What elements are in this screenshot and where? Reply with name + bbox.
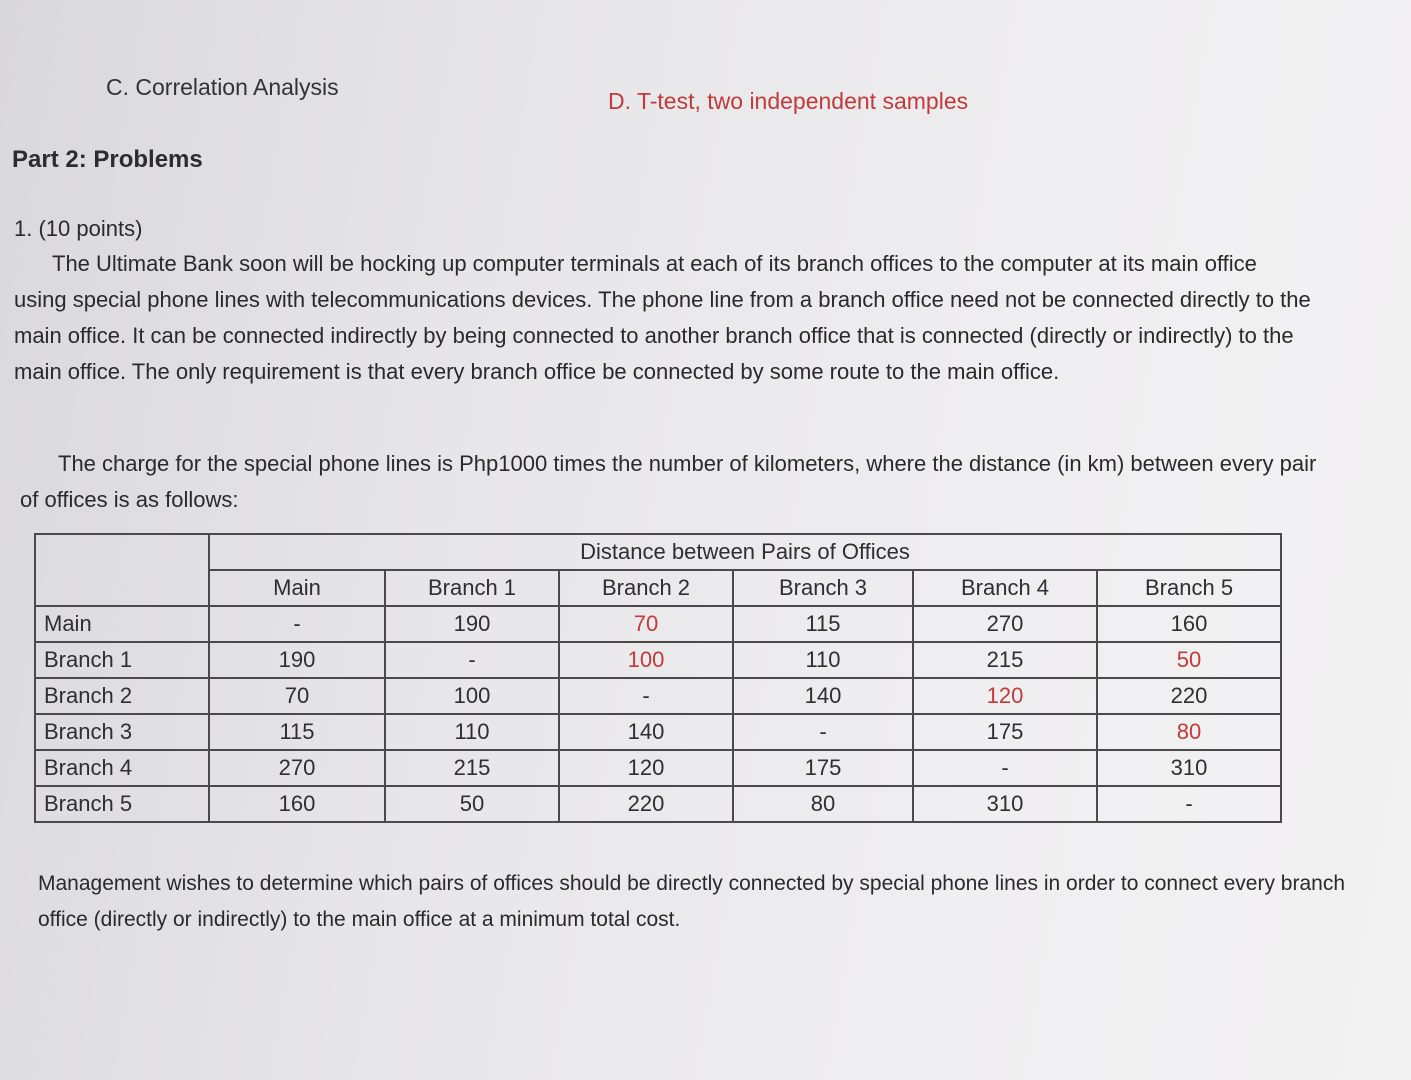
part-title: Part 2: Problems [12,146,203,173]
table-cell: - [1097,786,1281,822]
column-header-branch-5: Branch 5 [1097,570,1281,606]
row-header-branch-5: Branch 5 [35,786,209,822]
table-row [35,714,1281,750]
table-row [35,642,1281,678]
table-cell-highlighted: 70 [559,606,733,642]
row-header-branch-1: Branch 1 [35,642,209,678]
table-cell: 220 [559,786,733,822]
choice-c: C. Correlation Analysis [106,74,339,100]
table-cell: 50 [385,786,559,822]
problem-paragraph-3: Management wishes to determine which pairs of offices should be directly connected by special phone lines in order to connect every branch office (directly or indirectly) to the main office at a minimum total cost. [38,872,1346,931]
table-cell: 175 [733,750,913,786]
table-cell: 270 [913,606,1097,642]
table-cell: 310 [913,786,1097,822]
row-header-main: Main [35,606,209,642]
table-cell: 215 [913,642,1097,678]
table-cell: 115 [209,714,385,750]
column-header-branch-3: Branch 3 [733,570,913,606]
choice-d: D. T-test, two independent samples [608,88,969,114]
table-cell: 110 [733,642,913,678]
problem-number: 1. (10 points) [14,216,143,241]
table-cell: 160 [1097,606,1281,642]
column-header-main: Main [209,570,385,606]
table-cell-highlighted: 50 [1097,642,1281,678]
table-cell: 220 [1097,678,1281,714]
row-header-branch-2: Branch 2 [35,678,209,714]
column-header-branch-1: Branch 1 [385,570,559,606]
table-cell: 215 [385,750,559,786]
table-cell: - [209,606,385,642]
table-group-header: Distance between Pairs of Offices [209,534,1281,570]
table-row [35,786,1281,822]
table-cell: 140 [559,714,733,750]
table-row [35,606,1281,642]
table-cell: - [559,678,733,714]
table-cell: - [733,714,913,750]
row-header-branch-3: Branch 3 [35,714,209,750]
table-cell-highlighted: 100 [559,642,733,678]
table-cell: 80 [733,786,913,822]
problem-paragraph-2: The charge for the special phone lines is Php1000 times the number of kilometers, where the distance (in km) between every pair of offices is as follows: [20,451,1317,512]
table-cell: 190 [209,642,385,678]
distance-table [34,533,1282,823]
table-cell: - [913,750,1097,786]
table-row [35,750,1281,786]
column-header-branch-2: Branch 2 [559,570,733,606]
table-cell: 175 [913,714,1097,750]
row-header-branch-4: Branch 4 [35,750,209,786]
table-cell: 270 [209,750,385,786]
table-cell-highlighted: 80 [1097,714,1281,750]
table-cell: 190 [385,606,559,642]
table-cell: 115 [733,606,913,642]
table-cell: 140 [733,678,913,714]
table-cell: 70 [209,678,385,714]
table-cell: 160 [209,786,385,822]
table-row [35,678,1281,714]
problem-paragraph-1: The Ultimate Bank soon will be hocking up computer terminals at each of its branch offices to the computer at its main office using special phone lines with telecommunications devices. The phone line from a branch office need not be connected directly to the main office. It can be connected indirectly by being connected to another branch office that is connected (directly or indirectly) to the main office. The only requirement is that every branch office be connected by some route to the main office. [14,251,1311,384]
table-cell-highlighted: 120 [913,678,1097,714]
table-cell: 110 [385,714,559,750]
table-cell: 310 [1097,750,1281,786]
column-header-branch-4: Branch 4 [913,570,1097,606]
table-corner-cell [35,534,209,606]
table-cell: 120 [559,750,733,786]
table-cell: 100 [385,678,559,714]
table-cell: - [385,642,559,678]
